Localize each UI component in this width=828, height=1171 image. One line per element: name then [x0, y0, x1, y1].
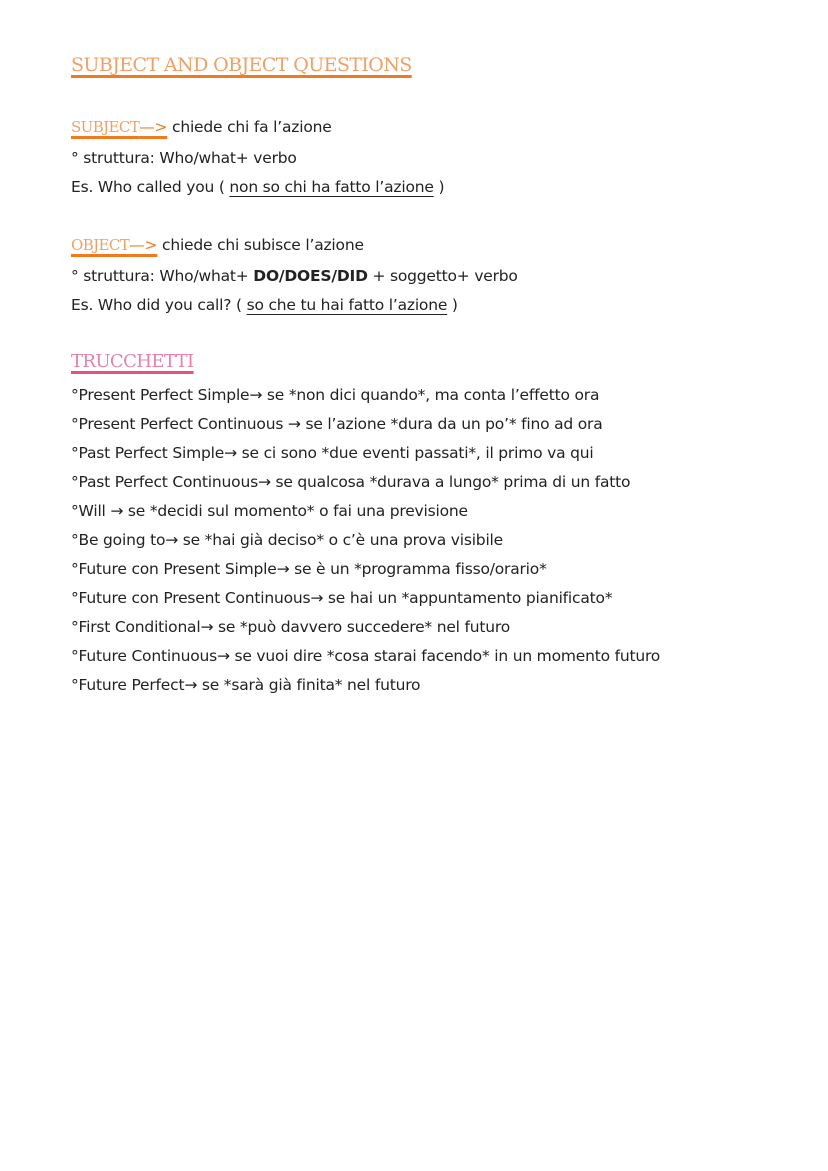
example-text: Es. Who did you call? ( — [71, 296, 247, 314]
subject-desc: chiede chi fa l’azione — [167, 118, 332, 136]
subject-example — [71, 178, 444, 196]
list-item: °First Conditional→ se *può davvero succedere* nel futuro — [71, 618, 510, 636]
list-item: °Future con Present Continuous→ se hai un *appuntamento pianificato* — [71, 589, 613, 607]
example-underlined: non so chi ha fatto l’azione — [229, 178, 434, 196]
list-item: °Future Continuous→ se vuoi dire *cosa starai facendo* in un momento futuro — [71, 647, 661, 665]
list-item: °Future Perfect→ se *sarà già finita* nel futuro — [71, 676, 421, 694]
subject-label: SUBJECT — [71, 118, 140, 136]
list-item: °Present Perfect Continuous → se l’azione *dura da un po’* fino ad ora — [71, 415, 603, 433]
subject-heading — [71, 118, 332, 136]
list-item: °Past Perfect Simple→ se ci sono *due eventi passati*, il primo va qui — [71, 444, 594, 462]
structure-bold: DO/DOES/DID — [253, 267, 368, 285]
structure-text: ° struttura: Who/what+ — [71, 267, 254, 285]
example-underlined: so che tu hai fatto l’azione — [246, 296, 448, 314]
list-item: °Future con Present Simple→ se è un *programma fisso/orario* — [71, 560, 547, 578]
list-item: °Past Perfect Continuous→ se qualcosa *durava a lungo* prima di un fatto — [71, 473, 631, 491]
list-item: °Present Perfect Simple→ se *non dici quando*, ma conta l’effetto ora — [71, 386, 600, 404]
subject-structure: ° struttura: Who/what+ verbo — [71, 149, 297, 167]
page-title: SUBJECT AND OBJECT QUESTIONS — [71, 54, 412, 76]
example-text: ) — [433, 178, 445, 196]
object-label: OBJECT — [71, 236, 130, 254]
object-structure — [71, 267, 518, 285]
tricks-title: TRUCCHETTI — [71, 351, 194, 372]
object-heading — [71, 236, 364, 254]
list-item: °Will → se *decidi sul momento* o fai una previsione — [71, 502, 468, 520]
object-desc: chiede chi subisce l’azione — [157, 236, 364, 254]
object-arrow: —> — [129, 236, 158, 254]
structure-text: + soggetto+ verbo — [367, 267, 518, 285]
object-example — [71, 296, 458, 314]
example-text: ) — [447, 296, 458, 314]
subject-arrow: —> — [139, 118, 168, 136]
example-text: Es. Who called you ( — [71, 178, 230, 196]
list-item: °Be going to→ se *hai già deciso* o c’è una prova visibile — [71, 531, 503, 549]
